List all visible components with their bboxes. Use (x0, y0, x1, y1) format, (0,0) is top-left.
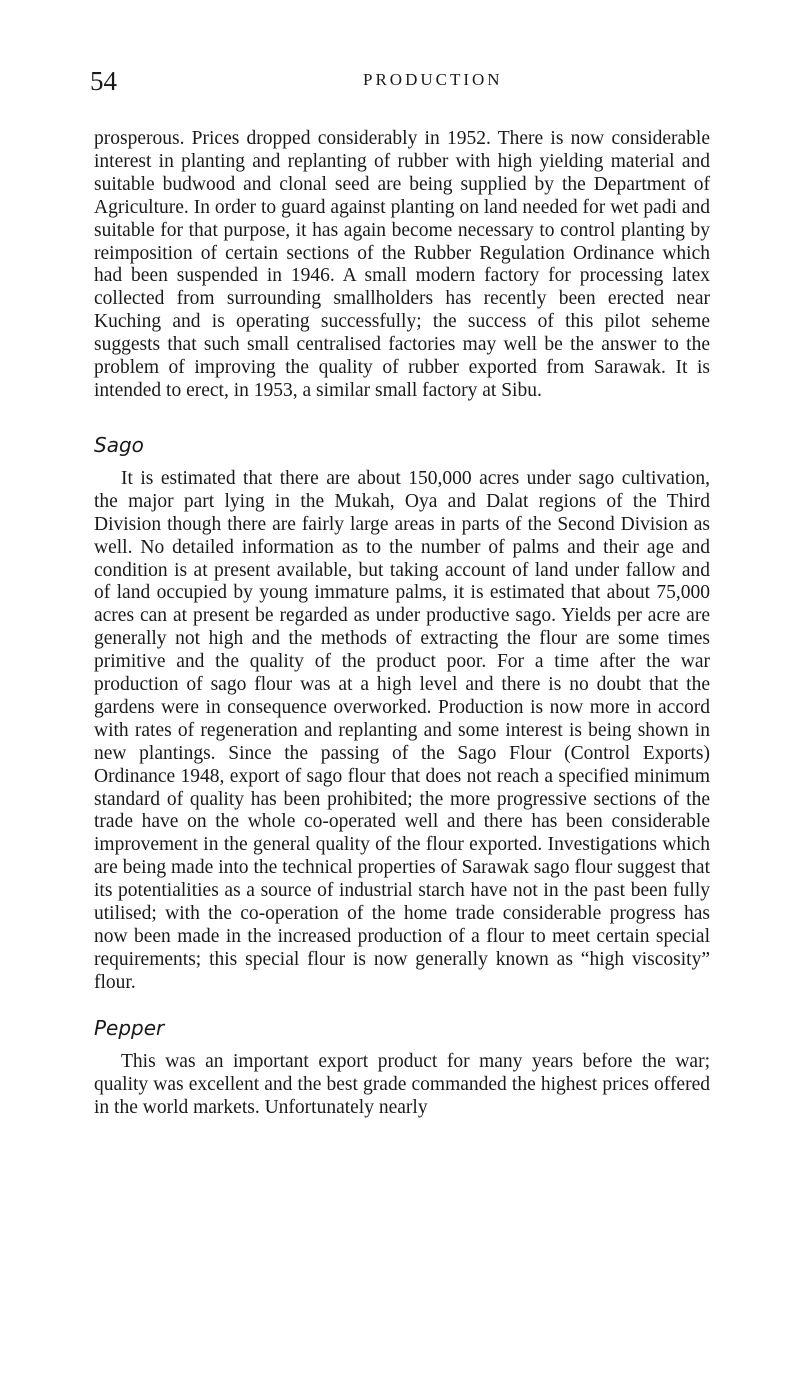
paragraph-sago: It is estimated that there are about 150,000 acres under sago cultivation, the major part lying in the Mukah, Oya and Dalat regions of the Third Division though there are fairly large areas in parts of the Second Division as well. No detailed information as to the number of palms and their age and condition is at present available, but taking account of land under fallow and of land occupied by young immature palms, it is estimated that about 75,000 acres can at present be regarded as under productive sago. Yields per acre are generally not high and the methods of extracting the flour are some times primitive and the quality of the product poor. For a time after the war production of sago flour was at a high level and there is no doubt that the gardens were in consequence overworked. Production is now more in accord with rates of regeneration and replanting and some interest is being shown in new plantings. Since the passing of the Sago Flour (Control Exports) Ordinance 1948, export of sago flour that does not reach a specified minimum standard of quality has been prohibited; the more progressive sections of the trade have on the whole co-operated well and there has been considerable improvement in the general quality of the flour exported. Investigations which are being made into the technical properties of Sarawak sago flour suggest that its potentialities as a source of industrial starch have not in the past been fully utilised; with the co-operation of the home trade considerable progress has now been made in the increased production of a flour to meet certain special requirements; this special flour is now generally known as “high viscosity” flour. (94, 467, 710, 993)
paragraph-rubber-continued: prosperous. Prices dropped considerably in 1952. There is now considerable interest in planting and replanting of rubber with high yielding material and suitable budwood and clonal seed are being supplied by the Department of Agriculture. In order to guard against planting on land needed for wet padi and suitable for that purpose, it has again become necessary to control planting by reimposition of certain sections of the Rubber Regulation Ordinance which had been suspended in 1946. A small modern factory for processing latex collected from surrounding smallholders has recently been erected near Kuching and is operating successfully; the success of this pilot seheme suggests that such small centralised factories may well be the answer to the problem of improving the quality of rubber exported from Sarawak. It is intended to erect, in 1953, a similar small factory at Sibu. (94, 128, 710, 401)
page-number: 54 (90, 66, 117, 96)
running-head: PRODUCTION (363, 70, 503, 89)
paragraph-pepper: This was an important export product for many years before the war; quality was excellent and the best grade commanded the highest prices offered in the world markets. Unfortunately nearly (94, 1050, 710, 1118)
section-heading-pepper: Pepper (94, 1015, 165, 1040)
section-heading-sago: Sago (94, 432, 144, 457)
body-text (94, 128, 710, 1119)
